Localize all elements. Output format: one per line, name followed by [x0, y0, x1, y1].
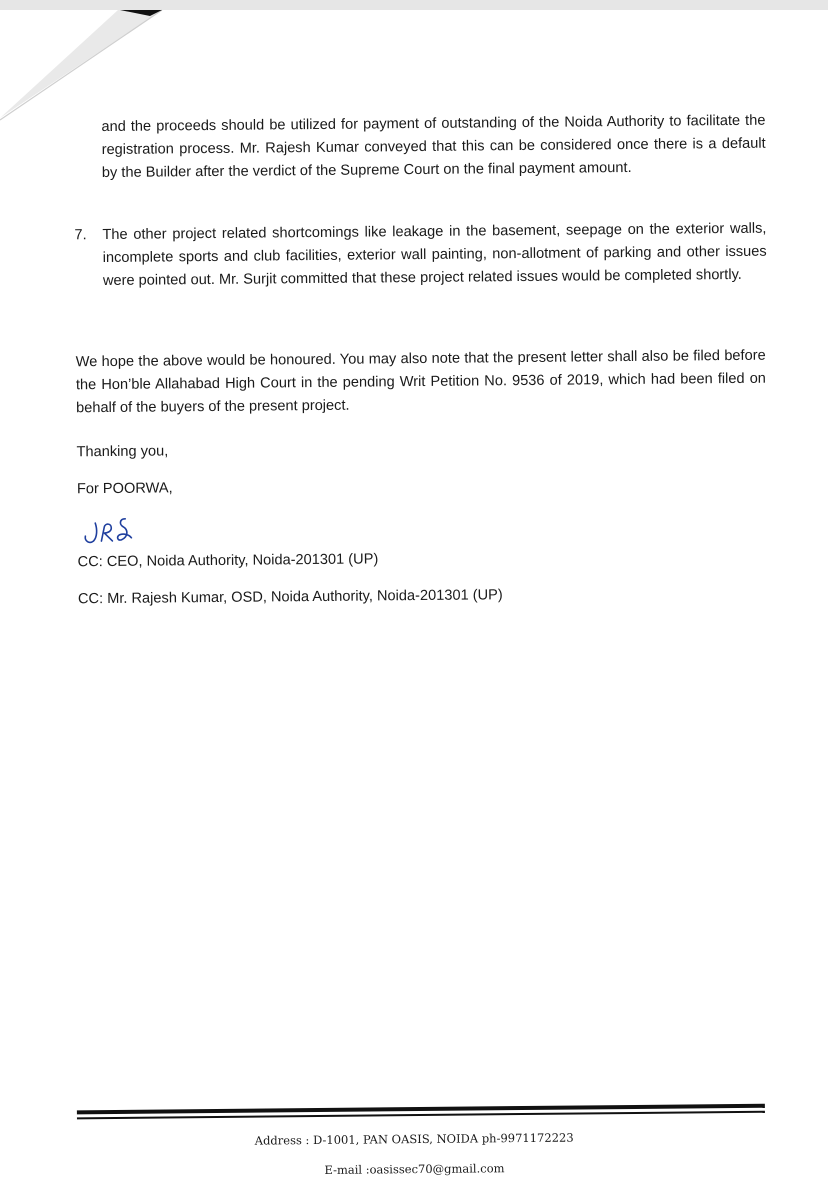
footer-divider	[77, 1104, 765, 1121]
footer-address: Address : D-1001, PAN OASIS, NOIDA ph-9971172223	[254, 1130, 574, 1148]
item-7-paragraph: The other project related shortcomings like leakage in the basement, seepage on the exterior walls, incomplete sports and club facilities, exterior wall painting, non-allotment of parking and other issues were pointed out. Mr. Surjit committed that these project related issues would be completed shortly.	[102, 220, 767, 290]
item-number: 7.	[74, 227, 87, 244]
footer-email: E-mail :oasissec70@gmail.com	[324, 1161, 505, 1177]
thanking-line: Thanking you,	[76, 443, 169, 461]
cc-line-ceo: CC: CEO, Noida Authority, Noida-201301 (UP)	[77, 551, 379, 571]
continuation-paragraph: and the proceeds should be utilized for payment of outstanding of the Noida Authority to facilitate the registration process. Mr. Rajesh Kumar conveyed that this can be considered once there is a default by the Builder after the verdict of the Supreme Court on the final payment amount.	[101, 112, 766, 182]
cc-line-osd: CC: Mr. Rajesh Kumar, OSD, Noida Authority, Noida-201301 (UP)	[77, 587, 503, 608]
handwritten-signature	[81, 511, 141, 548]
closing-paragraph: We hope the above would be honoured. You may also note that the present letter shall also be filed before the Hon’ble Allahabad High Court in the pending Writ Petition No. 9536 of 2019, which had been filed on behalf of the buyers of the present project.	[75, 347, 766, 417]
for-organization-line: For POORWA,	[76, 480, 173, 498]
